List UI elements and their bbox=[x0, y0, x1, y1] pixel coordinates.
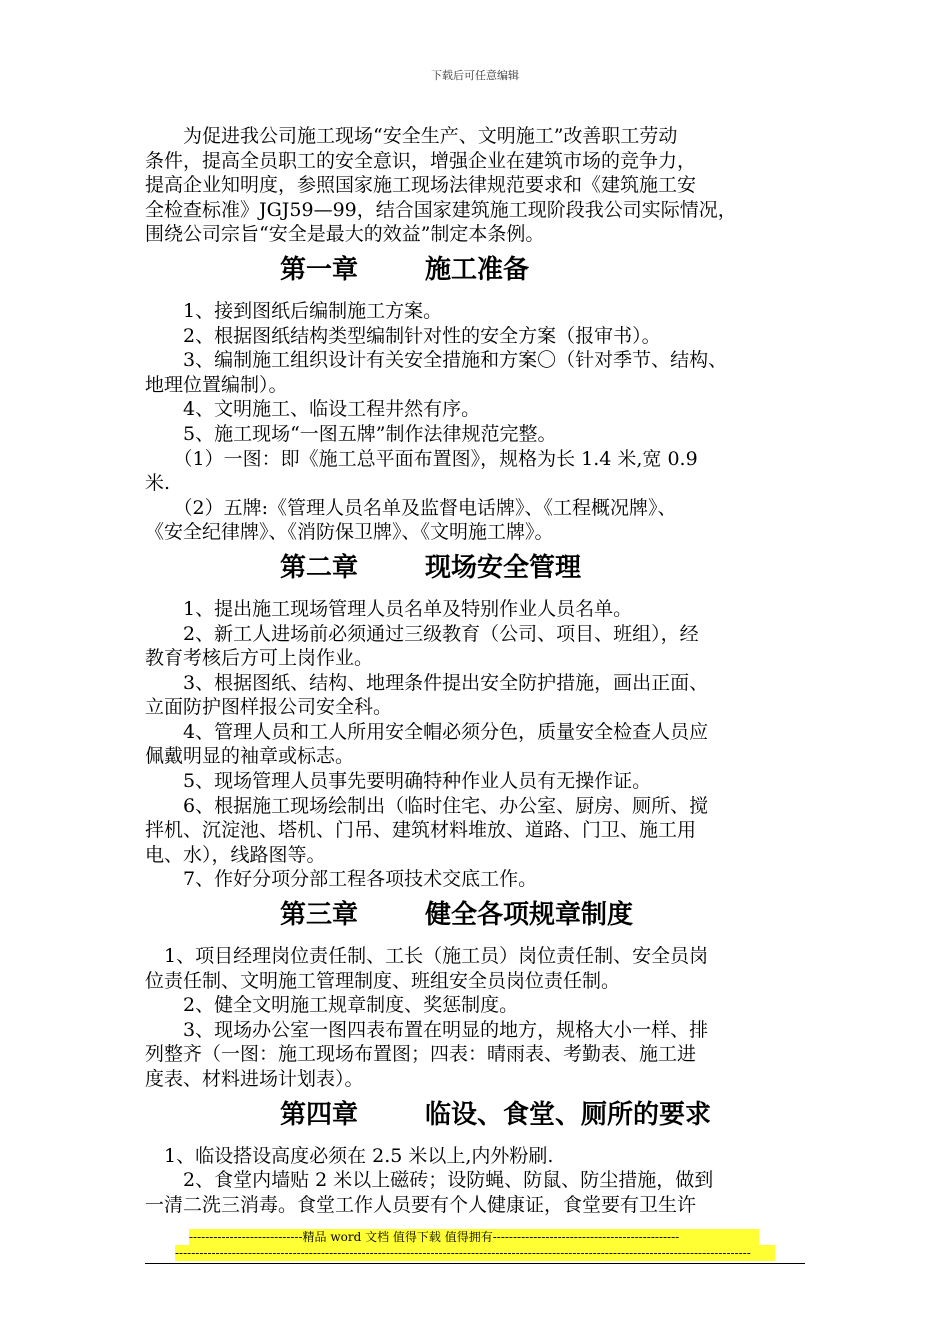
chapter-number: 第一章 bbox=[280, 254, 359, 285]
chapter-title: 临设、食堂、厕所的要求 bbox=[425, 1099, 712, 1130]
body-line: （2）五牌:《管理人员名单及监督电话牌》、《工程概况牌》、 bbox=[145, 496, 677, 519]
body-line: 教育考核后方可上岗作业。 bbox=[145, 647, 374, 670]
intro-line: 为促进我公司施工现场“安全生产、文明施工”改善职工劳动 bbox=[145, 125, 678, 147]
chapter-title: 现场安全管理 bbox=[425, 552, 582, 583]
intro-line: 全检查标准》JGJ59—99，结合国家建筑施工现阶段我公司实际情况， bbox=[145, 198, 737, 221]
body-line: 米. bbox=[145, 472, 171, 495]
chapter-heading bbox=[145, 892, 809, 944]
document-body bbox=[145, 124, 809, 1217]
body-line: 1、临设搭设高度必须在 2.5 米以上,内外粉刷. bbox=[145, 1144, 554, 1167]
chapter-4 bbox=[145, 1092, 809, 1218]
intro-line: 围绕公司宗旨“安全是最大的效益”制定本条例。 bbox=[145, 223, 545, 246]
chapter-heading bbox=[145, 247, 809, 299]
body-line: 拌机、沉淀池、塔机、门吊、建筑材料堆放、道路、门卫、施工用 bbox=[145, 819, 697, 842]
chapter-number: 第四章 bbox=[280, 1099, 359, 1130]
body-line: 度表、材料进场计划表）。 bbox=[145, 1068, 364, 1090]
chapter-3 bbox=[145, 892, 809, 1092]
body-line: 5、施工现场“一图五牌”制作法律规范完整。 bbox=[145, 422, 557, 445]
body-line: 6、根据施工现场绘制出（临时住宅、办公室、厨房、厕所、搅 bbox=[145, 794, 709, 817]
chapter-heading bbox=[145, 1092, 809, 1144]
chapter-1 bbox=[145, 247, 809, 545]
body-line: 3、编制施工组织设计有关安全措施和方案〇（针对季节、结构、 bbox=[145, 349, 728, 372]
body-line: 2、健全文明施工规章制度、奖惩制度。 bbox=[145, 994, 519, 1017]
body-line: 1、提出施工现场管理人员名单及特别作业人员名单。 bbox=[145, 597, 633, 620]
intro-paragraph bbox=[145, 124, 809, 247]
body-line: 地理位置编制）。 bbox=[145, 373, 288, 396]
body-line: 5、现场管理人员事先要明确特种作业人员有无操作证。 bbox=[145, 770, 652, 793]
body-line: 4、文明施工、临设工程井然有序。 bbox=[145, 398, 481, 421]
body-line: （1）一图：即《施工总平面布置图》，规格为长 1.4 米,宽 0.9 bbox=[145, 447, 698, 470]
body-line: 3、根据图纸、结构、地理条件提出安全防护措施，画出正面、 bbox=[145, 671, 709, 694]
intro-line: 条件，提高全员职工的安全意识，增强企业在建筑市场的竞争力， bbox=[145, 149, 697, 172]
chapter-heading bbox=[145, 545, 809, 597]
body-line: 3、现场办公室一图四表布置在明显的地方，规格大小一样、排 bbox=[145, 1018, 709, 1041]
body-line: 列整齐（一图：施工现场布置图；四表：晴雨表、考勤表、施工进 bbox=[145, 1043, 697, 1066]
chapter-title: 健全各项规章制度 bbox=[425, 900, 634, 931]
page-header: 下载后可任意编辑 bbox=[431, 69, 519, 82]
body-line: 立面防护图样报公司安全科。 bbox=[145, 696, 393, 719]
body-line: 4、管理人员和工人所用安全帽必须分色，质量安全检查人员应 bbox=[145, 720, 709, 743]
body-line: 《安全纪律牌》、《消防保卫牌》、《文明施工牌》。 bbox=[145, 521, 554, 544]
chapter-number: 第二章 bbox=[280, 552, 359, 583]
intro-line: 提高企业知明度，参照国家施工现场法律规范要求和《建筑施工安 bbox=[145, 174, 697, 197]
body-line: 佩戴明显的袖章或标志。 bbox=[145, 745, 355, 768]
body-line: 2、新工人进场前必须通过三级教育（公司、项目、班组），经 bbox=[145, 622, 699, 645]
footer-divider bbox=[145, 1263, 805, 1264]
chapter-number: 第三章 bbox=[280, 900, 359, 931]
body-line: 7、作好分项分部工程各项技术交底工作。 bbox=[145, 868, 538, 891]
body-line: 2、食堂内墙贴 2 米以上磁砖；设防蝇、防鼠、防尘措施，做到 bbox=[145, 1169, 714, 1192]
body-line: 1、接到图纸后编制施工方案。 bbox=[145, 299, 443, 322]
body-line: 一清二洗三消毒。食堂工作人员要有个人健康证，食堂要有卫生许 bbox=[145, 1193, 697, 1216]
body-line: 位责任制、文明施工管理制度、班组安全员岗位责任制。 bbox=[145, 969, 621, 992]
footer-banner-line: ----------------------------精品 word 文档 值得下载 值得拥有---------------------------------------------- bbox=[189, 1229, 759, 1245]
body-line: 1、项目经理岗位责任制、工长（施工员）岗位责任制、安全员岗 bbox=[145, 945, 709, 968]
footer-banner-line: ---------------------------------------------------------------------------------------------------------------------------------------------- bbox=[175, 1245, 775, 1261]
chapter-2 bbox=[145, 545, 809, 892]
body-line: 2、根据图纸结构类型编制针对性的安全方案（报审书）。 bbox=[145, 324, 661, 347]
chapter-title: 施工准备 bbox=[425, 254, 530, 285]
body-line: 电、水），线路图等。 bbox=[145, 843, 326, 866]
footer-banner bbox=[175, 1229, 775, 1261]
